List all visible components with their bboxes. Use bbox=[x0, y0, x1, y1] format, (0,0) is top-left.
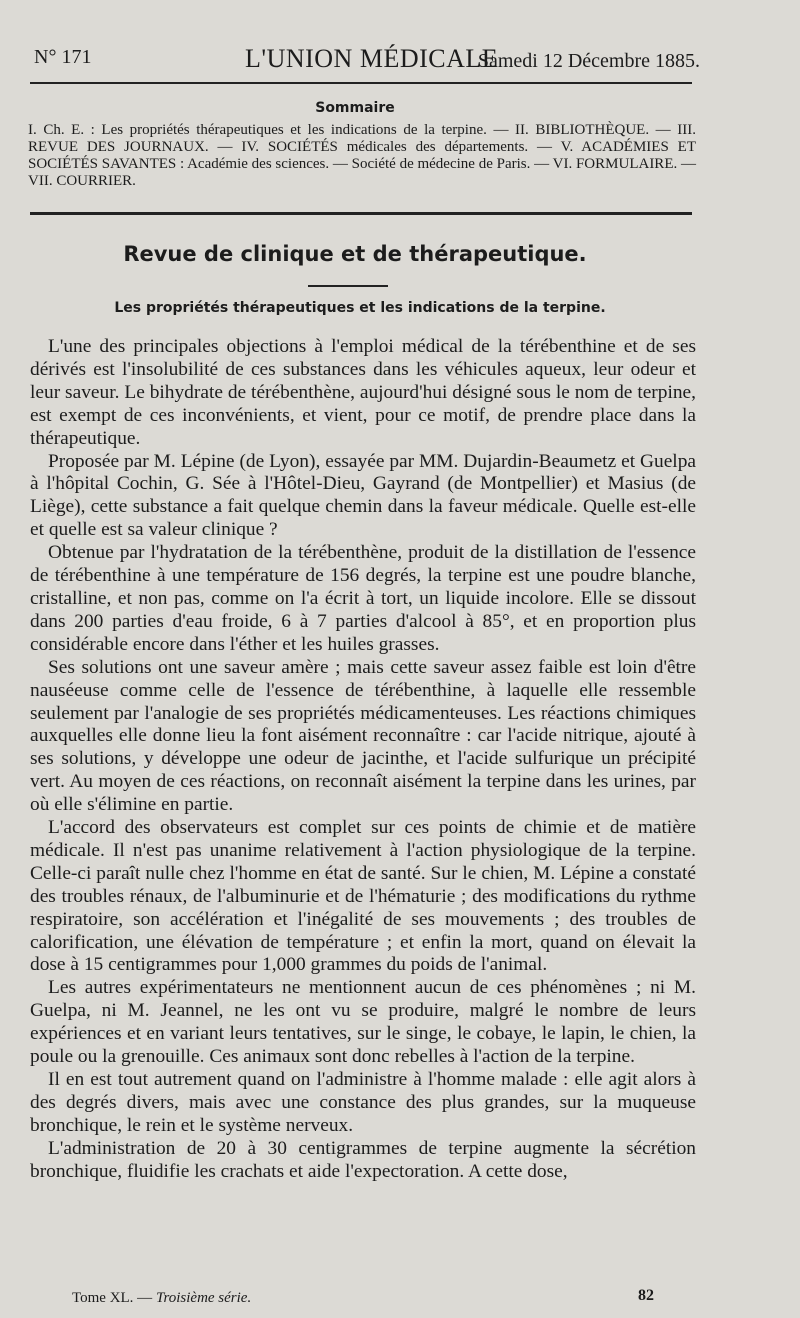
article-title: Les propriétés thérapeutiques et les indications de la terpine. bbox=[114, 300, 606, 316]
paragraph: L'une des principales objections à l'emploi médical de la térébenthine et de ses dérivés est l'insolubilité de ces substances dans les véhicules aqueux, leur odeur et leur saveur. Le bihydrate de térébenthène, aujourd'hui désigné sous le nom de terpine, est exempt de ces inconvénients, et vient, pour ce motif, de prendre place dans la thérapeutique. bbox=[30, 336, 696, 449]
volume-label: Tome XL. — bbox=[72, 1290, 153, 1306]
paragraph: Il en est tout autrement quand on l'administre à l'homme malade : elle agit alors à des degrés divers, mais avec une constance des plus grandes, sur la muqueuse bronchique, le rein et le système nerveux. bbox=[30, 1069, 696, 1136]
section-rule bbox=[308, 285, 388, 287]
article-body bbox=[30, 336, 696, 1184]
paragraph: Les autres expérimentateurs ne mentionnent aucun de ces phénomènes ; ni M. Guelpa, ni M. Jeannel, ne les ont vu se produire, malgré le nombre de leurs expériences et en variant leurs tentatives, sur le singe, le cobaye, le lapin, le chien, la poule ou la grenouille. Ces animaux sont donc rebelles à l'action de la terpine. bbox=[30, 977, 696, 1068]
summary-rule bbox=[30, 212, 692, 215]
section-title: Revue de clinique et de thérapeutique. bbox=[123, 242, 587, 266]
paragraph: L'accord des observateurs est complet sur ces points de chimie et de matière médicale. Il n'est pas unanime relativement à l'action physiologique de la terpine. Celle-ci paraît nulle chez l'homme en état de santé. Sur le chien, M. Lépine a constaté des troubles rénaux, de l'albuminurie et de l'hématurie ; des modifications du rythme respiratoire, son accélération et l'inégalité de ses mouvements ; des troubles de calorification, une élévation de température ; et enfin la mort, quand on élevait la dose à 15 centigrammes pour 1,000 grammes du poids de l'animal. bbox=[30, 817, 696, 976]
series-label: Troisième série. bbox=[155, 1290, 252, 1306]
paragraph: Ses solutions ont une saveur amère ; mais cette saveur assez faible est loin d'être nauséeuse comme celle de l'essence de térébenthine, à laquelle elle ressemble seulement par l'analogie de ses propriétés médicamenteuses. Les réactions chimiques auxquelles elle donne lieu la font aisément reconnaître : car l'acide nitrique, ajouté à ses solutions, y développe une odeur de jacinthe, et l'acide sulfurique un précipité vert. Au moyen de ces réactions, on reconnaît aisément la terpine dans les urines, par où elle s'élimine en partie. bbox=[30, 656, 696, 816]
header-rule bbox=[30, 82, 692, 84]
journal-title: L'UNION MÉDICALE bbox=[245, 44, 499, 73]
summary-title: Sommaire bbox=[315, 100, 395, 116]
paragraph: Proposée par M. Lépine (de Lyon), essayée par MM. Dujardin-Beaumetz et Guelpa à l'hôpital Cochin, G. Sée à l'Hôtel-Dieu, Gayrand (de Montpellier) et Masius (de Liège), cette substance a fait quelque chemin dans la faveur médicale. Quelle est-elle et quelle est sa valeur clinique ? bbox=[30, 450, 696, 541]
issue-number: N° 171 bbox=[34, 46, 92, 68]
paragraph: L'administration de 20 à 30 centigrammes de terpine augmente la sécrétion bronchique, fluidifie les crachats et aide l'expectoration. A cette dose, bbox=[30, 1137, 696, 1182]
summary-text: I. Ch. E. : Les propriétés thérapeutiques et les indications de la terpine. — II. BIBLIOTHÈQUE. — III. REVUE DES JOURNAUX. — IV. SOCIÉTÉS médicales des départements. — V. ACADÉMIES ET SOCIÉTÉS SAVANTES : Académie des sciences. — Société de médecine de Paris. — VI. FORMULAIRE. — VII. COURRIER. bbox=[28, 122, 696, 189]
page-header bbox=[30, 40, 700, 80]
page-number: 82 bbox=[638, 1287, 654, 1304]
footer-volume bbox=[72, 1290, 251, 1307]
issue-date: Samedi 12 Décembre 1885. bbox=[477, 50, 700, 72]
paragraph: Obtenue par l'hydratation de la térébenthène, produit de la distillation de l'essence de térébenthine à une température de 156 degrés, la terpine est une poudre blanche, cristalline, et non pas, comme on l'a écrit à tort, un liquide incolore. Elle se dissout dans 200 parties d'eau froide, 6 à 7 parties d'alcool à 85°, et en proportion plus considérable encore dans l'éther et les huiles grasses. bbox=[30, 542, 696, 655]
